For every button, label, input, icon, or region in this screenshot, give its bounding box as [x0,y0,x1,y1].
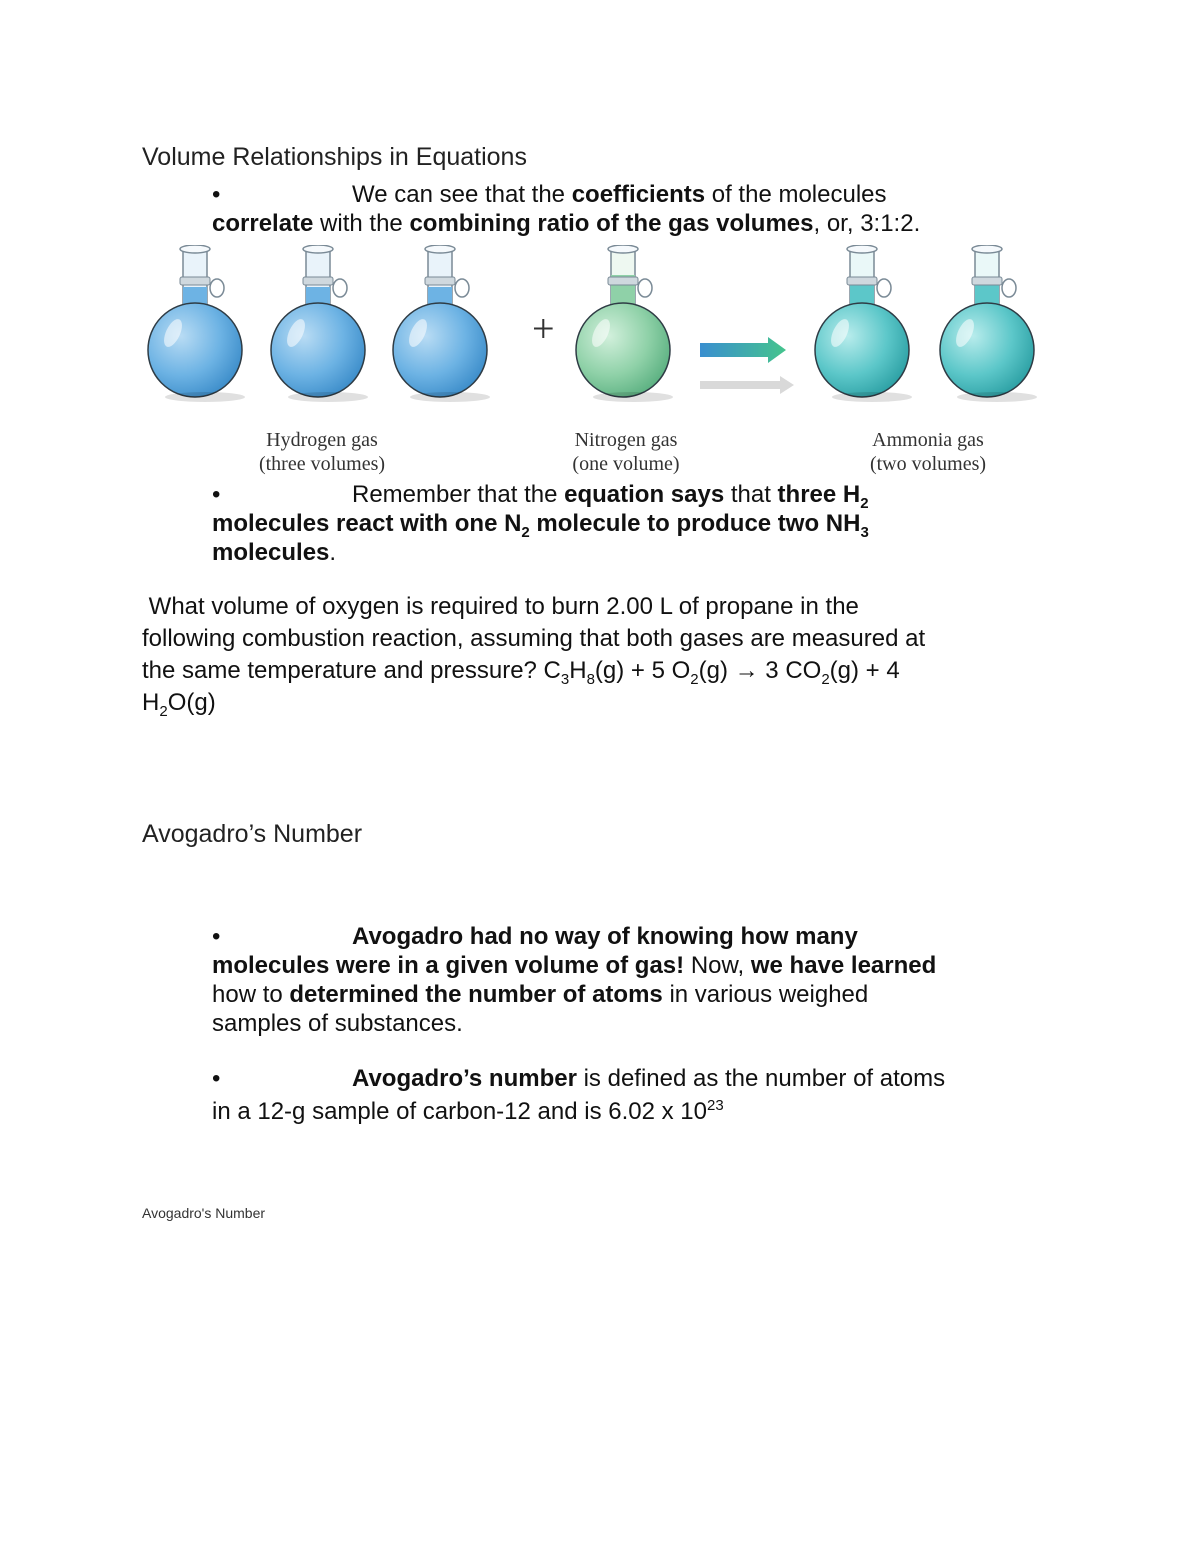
bullet-dot: • [212,481,221,508]
reaction-arrow [700,337,794,394]
hydrogen-flask-3 [393,245,490,402]
ammonia-flask-2 [940,245,1037,402]
nitrogen-flask [576,245,673,402]
hydrogen-flask-2 [271,245,368,402]
bullet-avogadro-number: • Avogadro’s number is defined as the number of atoms in a 12-g sample of carbon-12 and is 6.02 x $10^{23}$ [212,1062,1072,1128]
section-heading-avogadro: Avogadro’s Number [142,820,363,848]
bullet-avogadro-knowing: • Avogadro had no way of knowing how many molecules were in a given volume of gas! Now, we have learned how to determined the number of atoms in various weighed samples of substances. [212,923,937,1037]
hydrogen-label: Hydrogen gas (three volumes) [258,429,386,475]
gas-volume-figure [140,245,1060,415]
plus-sign: + [532,306,555,351]
section-heading-volume: Volume Relationships in Equations [142,143,527,171]
bullet-dot: • [212,181,221,208]
ammonia-flask-1 [815,245,912,402]
ammonia-label: Ammonia gas (two volumes) [869,429,987,475]
bullet-coefficients: • We can see that the coefficients of the molecules correlate with the combining ratio of the gas volumes, or, 3:1:2. [212,181,921,237]
bullet-dot: • [212,923,221,950]
footer-label: Avogadro's Number [142,1205,266,1221]
bullet-dot: • [212,1065,221,1092]
hydrogen-flask-1 [148,245,245,402]
nitrogen-label: Nitrogen gas (one volume) [572,429,680,475]
propane-question: What volume of oxygen is required to burn 2.00 L of propane in the following combustion reaction, assuming that both gases are measured at the same temperature and pressure? $C_3H_8(g) + 5$ $O_2(g) \to 3$ $CO_2(g) + 4$ $H_2O(g)$ [142,593,926,720]
bullet-equation-says: • Remember that the equation says that three $H_2$ molecules react with one $N_2$ molecule to produce two $NH_3$ molecules. [212,481,869,566]
